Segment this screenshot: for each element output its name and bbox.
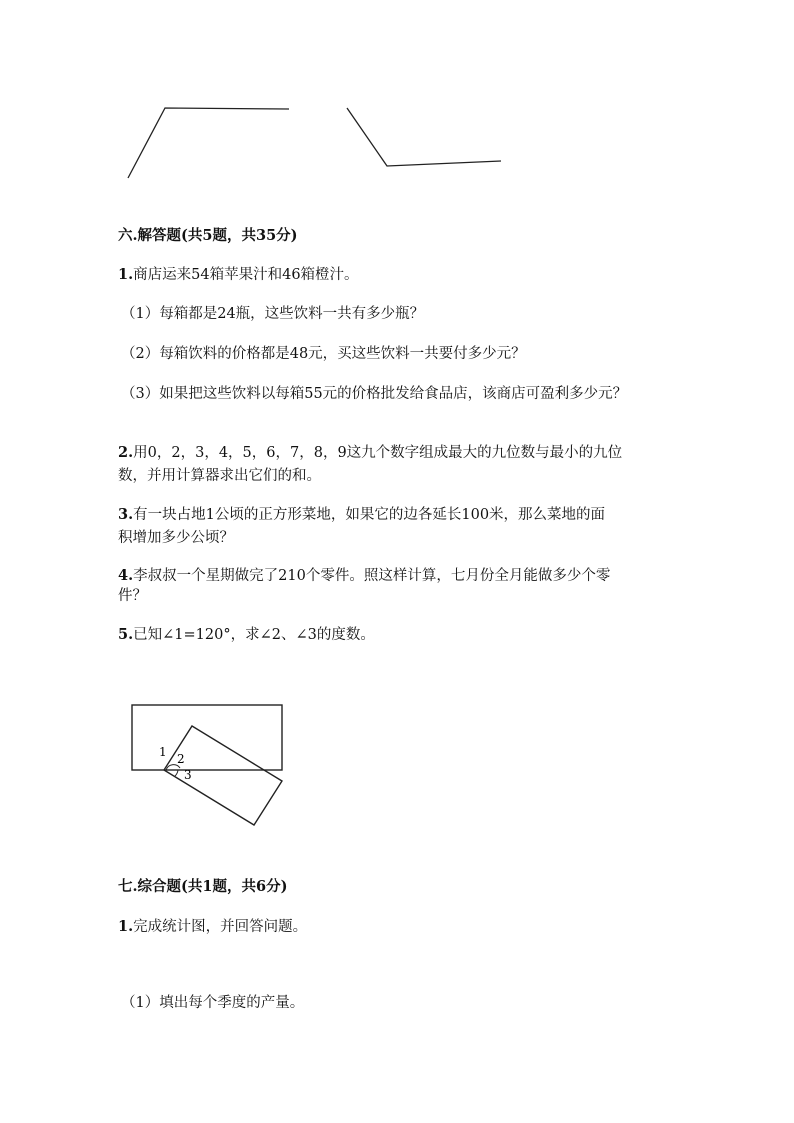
rotated-rectangle [164, 726, 282, 825]
section7-question-1-text: 完成统计图，并回答问题。 [133, 919, 308, 935]
section7-heading: 七.综合题(共1题，共6分) [118, 878, 288, 895]
question-4-text-1: 李叔叔一个星期做完了210个零件。照这样计算，七月份全月能做多少个零 [133, 568, 611, 584]
question-4-line-1 [118, 564, 610, 585]
question-1-text: 商店运来54箱苹果汁和46箱橙汁。 [133, 267, 359, 283]
question-3-number: 3. [118, 506, 134, 523]
question-2-line-1 [118, 441, 622, 462]
question-2-text-1: 用0，2，3，4，5，6，7，8，9这九个数字组成最大的九位数与最小的九位 [133, 445, 623, 461]
right-angle-lines [347, 108, 501, 166]
question-1-sub-2: （2）每箱饮料的价格都是48元，买这些饮料一共要付多少元？ [121, 346, 526, 362]
section7-question-1-sub-1: （1）填出每个季度的产量。 [121, 995, 305, 1011]
question-1-sub-3: （3）如果把这些饮料以每箱55元的价格批发给食品店，该商店可盈利多少元？ [121, 386, 628, 402]
horizontal-rectangle [132, 705, 282, 770]
question-4-line-2: 件？ [118, 588, 147, 604]
question-1-sub-1: （1）每箱都是24瓶，这些饮料一共有多少瓶？ [121, 306, 425, 322]
question-2-line-2: 数，并用计算器求出它们的和。 [118, 468, 321, 484]
question-1 [118, 263, 359, 284]
angle-2-label: 2 [177, 752, 185, 766]
question-5-text: 已知∠1=120°，求∠2、∠3的度数。 [133, 627, 375, 643]
left-angle-lines [128, 108, 289, 178]
question-2-number: 2. [118, 444, 134, 461]
question-5-number: 5. [118, 626, 134, 643]
top-angle-figures [0, 0, 794, 200]
question-4-number: 4. [118, 567, 134, 584]
angle-3-arc [175, 770, 178, 776]
section7-question-1 [118, 915, 307, 936]
question-1-number: 1. [118, 266, 134, 283]
question-3-line-2: 积增加多少公顷？ [118, 530, 234, 546]
question-5 [118, 623, 375, 644]
section6-heading: 六.解答题(共5题，共35分) [118, 227, 298, 244]
angle-3-label: 3 [184, 768, 192, 782]
rectangles-angle-figure [0, 690, 400, 840]
angle-1-label: 1 [159, 745, 167, 759]
question-3-line-1 [118, 503, 605, 524]
question-3-text-1: 有一块占地1公顷的正方形菜地，如果它的边各延长100米，那么菜地的面 [133, 507, 606, 523]
section7-question-1-number: 1. [118, 918, 134, 935]
